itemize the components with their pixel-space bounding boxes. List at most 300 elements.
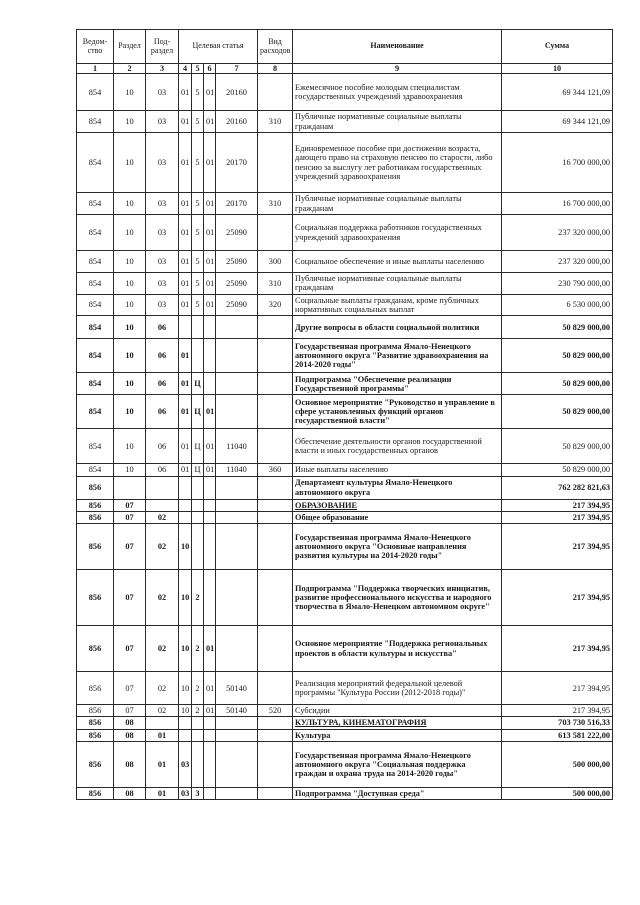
cell-vedomstvo: 856 <box>77 729 114 741</box>
cell-direction: 11040 <box>216 429 258 464</box>
cell-subprogram: 5 <box>192 133 204 193</box>
column-number: 6 <box>204 64 216 74</box>
cell-program: 10 <box>179 705 192 717</box>
cell-summa: 217 394,95 <box>502 705 613 717</box>
cell-measure: 01 <box>204 273 216 295</box>
cell-measure <box>204 788 216 800</box>
cell-podrazdel: 02 <box>146 570 179 626</box>
cell-subprogram <box>192 476 204 499</box>
cell-razdel: 07 <box>114 672 146 705</box>
cell-program: 01 <box>179 74 192 111</box>
cell-razdel: 07 <box>114 524 146 570</box>
cell-direction: 20170 <box>216 133 258 193</box>
cell-measure: 01 <box>204 193 216 215</box>
cell-subprogram: 5 <box>192 111 204 133</box>
table-row <box>77 339 613 373</box>
cell-naimenovanie: Другие вопросы в области социальной политики <box>293 316 502 339</box>
cell-naimenovanie: Реализация мероприятий федеральной целевой программы "Культура России (2012-2018 годы)" <box>293 672 502 705</box>
cell-direction: 11040 <box>216 464 258 476</box>
cell-naimenovanie: Социальное обеспечение и иные выплаты населению <box>293 251 502 273</box>
cell-measure: 01 <box>204 133 216 193</box>
cell-naimenovanie: Основное мероприятие "Руководство и управление в сфере установленных функций органов государственной власти" <box>293 395 502 429</box>
column-number: 7 <box>216 64 258 74</box>
table-row <box>77 464 613 476</box>
table-row <box>77 395 613 429</box>
cell-direction: 25090 <box>216 251 258 273</box>
cell-program: 10 <box>179 626 192 672</box>
cell-razdel: 10 <box>114 429 146 464</box>
table-row <box>77 729 613 741</box>
cell-subprogram: 5 <box>192 193 204 215</box>
cell-podrazdel: 03 <box>146 251 179 273</box>
cell-vid-rashodov <box>258 133 293 193</box>
cell-vid-rashodov <box>258 626 293 672</box>
cell-razdel: 10 <box>114 193 146 215</box>
header-celevaya-statya: Целевая статья <box>179 30 258 64</box>
cell-vedomstvo: 854 <box>77 133 114 193</box>
cell-podrazdel: 03 <box>146 273 179 295</box>
cell-vedomstvo: 854 <box>77 395 114 429</box>
cell-measure: 01 <box>204 464 216 476</box>
table-row <box>77 373 613 395</box>
cell-subprogram <box>192 742 204 788</box>
cell-measure <box>204 570 216 626</box>
cell-naimenovanie: Подпрограмма "Обеспечение реализации Государственной программы" <box>293 373 502 395</box>
cell-direction <box>216 339 258 373</box>
cell-program <box>179 511 192 523</box>
cell-direction: 25090 <box>216 273 258 295</box>
cell-measure: 01 <box>204 705 216 717</box>
header-razdel: Раздел <box>114 30 146 64</box>
table-row <box>77 133 613 193</box>
column-number: 8 <box>258 64 293 74</box>
cell-podrazdel: 01 <box>146 742 179 788</box>
cell-program: 03 <box>179 788 192 800</box>
cell-vid-rashodov <box>258 511 293 523</box>
cell-naimenovanie: Подпрограмма "Доступная среда" <box>293 788 502 800</box>
cell-vid-rashodov <box>258 395 293 429</box>
cell-summa: 230 790 000,00 <box>502 273 613 295</box>
cell-vedomstvo: 854 <box>77 339 114 373</box>
cell-vedomstvo: 854 <box>77 429 114 464</box>
cell-razdel: 08 <box>114 788 146 800</box>
cell-subprogram: Ц <box>192 373 204 395</box>
column-number: 10 <box>502 64 613 74</box>
cell-summa: 50 829 000,00 <box>502 395 613 429</box>
cell-program: 10 <box>179 524 192 570</box>
cell-vedomstvo: 856 <box>77 476 114 499</box>
cell-program: 01 <box>179 111 192 133</box>
cell-summa: 69 344 121,09 <box>502 74 613 111</box>
column-number: 4 <box>179 64 192 74</box>
cell-vedomstvo: 854 <box>77 193 114 215</box>
table-header-row <box>77 30 613 64</box>
cell-vid-rashodov: 310 <box>258 193 293 215</box>
cell-podrazdel: 01 <box>146 788 179 800</box>
cell-subprogram: 2 <box>192 570 204 626</box>
cell-vid-rashodov <box>258 476 293 499</box>
cell-podrazdel: 03 <box>146 215 179 251</box>
cell-summa: 217 394,95 <box>502 511 613 523</box>
cell-measure <box>204 339 216 373</box>
table-row <box>77 717 613 729</box>
cell-subprogram <box>192 339 204 373</box>
cell-direction <box>216 373 258 395</box>
cell-podrazdel <box>146 476 179 499</box>
cell-direction <box>216 316 258 339</box>
cell-naimenovanie: Основное мероприятие "Поддержка региональных проектов в области культуры и искусства" <box>293 626 502 672</box>
cell-podrazdel: 02 <box>146 672 179 705</box>
cell-naimenovanie: Социальная поддержка работников государственных учреждений здравоохранения <box>293 215 502 251</box>
cell-program <box>179 729 192 741</box>
cell-program: 01 <box>179 273 192 295</box>
table-body <box>77 74 613 800</box>
cell-summa: 50 829 000,00 <box>502 464 613 476</box>
cell-summa: 217 394,95 <box>502 672 613 705</box>
cell-vedomstvo: 856 <box>77 717 114 729</box>
table-row <box>77 111 613 133</box>
cell-podrazdel <box>146 717 179 729</box>
cell-vedomstvo: 856 <box>77 499 114 511</box>
column-number: 3 <box>146 64 179 74</box>
cell-measure <box>204 316 216 339</box>
column-number-row <box>77 64 613 74</box>
cell-subprogram <box>192 316 204 339</box>
cell-razdel: 08 <box>114 742 146 788</box>
cell-naimenovanie: Обеспечение деятельности органов государственной власти и иных государственных органов <box>293 429 502 464</box>
table-row <box>77 672 613 705</box>
cell-naimenovanie: ОБРАЗОВАНИЕ <box>293 499 502 511</box>
cell-program: 01 <box>179 193 192 215</box>
cell-naimenovanie: Департамент культуры Ямало-Ненецкого автономного округа <box>293 476 502 499</box>
cell-measure: 01 <box>204 672 216 705</box>
cell-subprogram: 3 <box>192 788 204 800</box>
header-summa: Сумма <box>502 30 613 64</box>
cell-direction: 50140 <box>216 705 258 717</box>
cell-podrazdel: 03 <box>146 74 179 111</box>
cell-direction <box>216 395 258 429</box>
cell-subprogram <box>192 717 204 729</box>
table-row <box>77 570 613 626</box>
cell-vedomstvo: 854 <box>77 464 114 476</box>
cell-program: 01 <box>179 395 192 429</box>
cell-direction <box>216 788 258 800</box>
cell-program <box>179 499 192 511</box>
cell-subprogram: 5 <box>192 294 204 316</box>
cell-program: 01 <box>179 429 192 464</box>
budget-table <box>76 29 613 800</box>
cell-vid-rashodov: 520 <box>258 705 293 717</box>
cell-summa: 500 000,00 <box>502 788 613 800</box>
cell-vid-rashodov <box>258 524 293 570</box>
cell-razdel: 08 <box>114 729 146 741</box>
cell-naimenovanie: Единовременное пособие при достижении возраста, дающего право на страховую пенсию по старости, либо пенсию за выслугу лет работникам государственных учреждений здравоохранения <box>293 133 502 193</box>
cell-vid-rashodov <box>258 316 293 339</box>
cell-razdel: 10 <box>114 251 146 273</box>
column-number: 1 <box>77 64 114 74</box>
cell-vedomstvo: 856 <box>77 570 114 626</box>
cell-vedomstvo: 856 <box>77 672 114 705</box>
cell-subprogram: 5 <box>192 251 204 273</box>
cell-direction <box>216 524 258 570</box>
cell-subprogram: Ц <box>192 429 204 464</box>
cell-razdel: 10 <box>114 294 146 316</box>
cell-program: 01 <box>179 464 192 476</box>
table-row <box>77 524 613 570</box>
cell-vid-rashodov: 310 <box>258 111 293 133</box>
cell-naimenovanie: Иные выплаты населению <box>293 464 502 476</box>
cell-vedomstvo: 856 <box>77 524 114 570</box>
cell-measure: 01 <box>204 74 216 111</box>
cell-program: 01 <box>179 133 192 193</box>
cell-measure <box>204 729 216 741</box>
cell-direction: 25090 <box>216 215 258 251</box>
cell-vid-rashodov <box>258 499 293 511</box>
cell-vedomstvo: 856 <box>77 626 114 672</box>
cell-vid-rashodov: 300 <box>258 251 293 273</box>
cell-naimenovanie: Субсидии <box>293 705 502 717</box>
column-number: 2 <box>114 64 146 74</box>
cell-razdel: 08 <box>114 717 146 729</box>
cell-summa: 50 829 000,00 <box>502 316 613 339</box>
cell-vedomstvo: 856 <box>77 742 114 788</box>
cell-measure <box>204 742 216 788</box>
cell-razdel: 07 <box>114 705 146 717</box>
cell-summa: 762 282 821,63 <box>502 476 613 499</box>
cell-measure <box>204 373 216 395</box>
cell-measure: 01 <box>204 395 216 429</box>
cell-vedomstvo: 854 <box>77 316 114 339</box>
cell-subprogram: 5 <box>192 74 204 111</box>
column-number: 9 <box>293 64 502 74</box>
cell-subprogram: 5 <box>192 273 204 295</box>
cell-direction <box>216 717 258 729</box>
cell-subprogram: 2 <box>192 672 204 705</box>
cell-naimenovanie: Подпрограмма "Поддержка творческих инициатив, развитие профессионального искусства и народного творчества в Ямало-Ненецком автономном округе" <box>293 570 502 626</box>
cell-naimenovanie: Публичные нормативные социальные выплаты гражданам <box>293 111 502 133</box>
cell-program: 01 <box>179 373 192 395</box>
cell-vid-rashodov <box>258 339 293 373</box>
cell-program <box>179 476 192 499</box>
cell-naimenovanie: Публичные нормативные социальные выплаты гражданам <box>293 193 502 215</box>
cell-vid-rashodov: 310 <box>258 273 293 295</box>
header-vedomstvo: Ведом-ство <box>77 30 114 64</box>
table-row <box>77 626 613 672</box>
cell-direction: 50140 <box>216 672 258 705</box>
cell-razdel: 10 <box>114 133 146 193</box>
cell-razdel: 07 <box>114 570 146 626</box>
cell-vid-rashodov: 320 <box>258 294 293 316</box>
table-row <box>77 742 613 788</box>
cell-vid-rashodov <box>258 672 293 705</box>
cell-summa: 16 700 000,00 <box>502 133 613 193</box>
cell-podrazdel: 02 <box>146 524 179 570</box>
cell-podrazdel: 03 <box>146 133 179 193</box>
cell-naimenovanie: Социальные выплаты гражданам, кроме публичных нормативных социальных выплат <box>293 294 502 316</box>
table-row <box>77 193 613 215</box>
cell-podrazdel: 02 <box>146 511 179 523</box>
cell-vedomstvo: 854 <box>77 215 114 251</box>
cell-direction: 20160 <box>216 74 258 111</box>
cell-subprogram <box>192 499 204 511</box>
cell-direction: 25090 <box>216 294 258 316</box>
cell-vedomstvo: 856 <box>77 511 114 523</box>
cell-measure <box>204 511 216 523</box>
cell-podrazdel <box>146 499 179 511</box>
cell-summa: 50 829 000,00 <box>502 339 613 373</box>
cell-program: 01 <box>179 215 192 251</box>
cell-vid-rashodov <box>258 742 293 788</box>
cell-program: 10 <box>179 672 192 705</box>
cell-summa: 50 829 000,00 <box>502 429 613 464</box>
cell-summa: 500 000,00 <box>502 742 613 788</box>
table-row <box>77 294 613 316</box>
cell-podrazdel: 06 <box>146 339 179 373</box>
cell-program: 01 <box>179 339 192 373</box>
cell-summa: 6 530 000,00 <box>502 294 613 316</box>
cell-razdel: 10 <box>114 339 146 373</box>
cell-vedomstvo: 854 <box>77 294 114 316</box>
table-row <box>77 511 613 523</box>
column-number: 5 <box>192 64 204 74</box>
cell-subprogram: 5 <box>192 215 204 251</box>
cell-summa: 217 394,95 <box>502 626 613 672</box>
cell-podrazdel: 02 <box>146 626 179 672</box>
cell-program: 01 <box>179 251 192 273</box>
table-row <box>77 273 613 295</box>
cell-razdel <box>114 476 146 499</box>
cell-naimenovanie: Культура <box>293 729 502 741</box>
cell-podrazdel: 02 <box>146 705 179 717</box>
cell-naimenovanie: Государственная программа Ямало-Ненецкого автономного округа "Социальная поддержка граждан и охрана труда на 2014-2020 годы" <box>293 742 502 788</box>
cell-vedomstvo: 856 <box>77 705 114 717</box>
cell-summa: 217 394,95 <box>502 499 613 511</box>
cell-measure <box>204 499 216 511</box>
table-row <box>77 788 613 800</box>
cell-razdel: 10 <box>114 111 146 133</box>
cell-subprogram: 2 <box>192 705 204 717</box>
cell-measure: 01 <box>204 294 216 316</box>
table-row <box>77 429 613 464</box>
cell-naimenovanie: Государственная программа Ямало-Ненецкого автономного округа "Основные направления развития культуры на 2014-2020 годы" <box>293 524 502 570</box>
table-row <box>77 705 613 717</box>
cell-vid-rashodov <box>258 729 293 741</box>
cell-vedomstvo: 854 <box>77 251 114 273</box>
cell-program: 01 <box>179 294 192 316</box>
cell-vid-rashodov <box>258 570 293 626</box>
cell-naimenovanie: Ежемесячное пособие молодым специалистам государственных учреждений здравоохранения <box>293 74 502 111</box>
cell-podrazdel: 03 <box>146 294 179 316</box>
cell-program: 10 <box>179 570 192 626</box>
cell-vedomstvo: 856 <box>77 788 114 800</box>
cell-naimenovanie: Общее образование <box>293 511 502 523</box>
cell-measure <box>204 476 216 499</box>
table-row <box>77 215 613 251</box>
cell-subprogram <box>192 511 204 523</box>
cell-direction <box>216 729 258 741</box>
cell-summa: 217 394,95 <box>502 570 613 626</box>
table-row <box>77 251 613 273</box>
cell-razdel: 07 <box>114 511 146 523</box>
cell-vid-rashodov <box>258 788 293 800</box>
cell-subprogram <box>192 524 204 570</box>
cell-direction: 20160 <box>216 111 258 133</box>
cell-direction <box>216 499 258 511</box>
cell-naimenovanie: Публичные нормативные социальные выплаты гражданам <box>293 273 502 295</box>
cell-podrazdel: 06 <box>146 316 179 339</box>
cell-measure: 01 <box>204 111 216 133</box>
cell-summa: 217 394,95 <box>502 524 613 570</box>
cell-razdel: 07 <box>114 499 146 511</box>
table-row <box>77 476 613 499</box>
table-row <box>77 316 613 339</box>
cell-measure <box>204 717 216 729</box>
header-podrazdel: Под-раздел <box>146 30 179 64</box>
cell-razdel: 10 <box>114 74 146 111</box>
cell-vedomstvo: 854 <box>77 273 114 295</box>
cell-summa: 703 730 516,33 <box>502 717 613 729</box>
cell-summa: 50 829 000,00 <box>502 373 613 395</box>
cell-direction: 20170 <box>216 193 258 215</box>
cell-podrazdel: 06 <box>146 464 179 476</box>
cell-naimenovanie: КУЛЬТУРА, КИНЕМАТОГРАФИЯ <box>293 717 502 729</box>
cell-razdel: 10 <box>114 316 146 339</box>
cell-direction <box>216 742 258 788</box>
cell-measure <box>204 524 216 570</box>
cell-vedomstvo: 854 <box>77 74 114 111</box>
cell-podrazdel: 06 <box>146 395 179 429</box>
cell-subprogram: Ц <box>192 395 204 429</box>
cell-vid-rashodov <box>258 74 293 111</box>
cell-measure: 01 <box>204 429 216 464</box>
cell-podrazdel: 03 <box>146 111 179 133</box>
cell-measure: 01 <box>204 251 216 273</box>
table-row <box>77 74 613 111</box>
cell-direction <box>216 511 258 523</box>
cell-subprogram: Ц <box>192 464 204 476</box>
cell-direction <box>216 626 258 672</box>
cell-program <box>179 316 192 339</box>
header-vid-rashodov: Вид расходов <box>258 30 293 64</box>
cell-program <box>179 717 192 729</box>
cell-measure: 01 <box>204 215 216 251</box>
cell-podrazdel: 06 <box>146 373 179 395</box>
cell-naimenovanie: Государственная программа Ямало-Ненецкого автономного округа "Развитие здравоохранения на 2014-2020 годы" <box>293 339 502 373</box>
cell-summa: 16 700 000,00 <box>502 193 613 215</box>
cell-podrazdel: 06 <box>146 429 179 464</box>
cell-razdel: 10 <box>114 273 146 295</box>
table-row <box>77 499 613 511</box>
cell-program: 03 <box>179 742 192 788</box>
cell-summa: 237 320 000,00 <box>502 251 613 273</box>
cell-direction <box>216 570 258 626</box>
header-naimenovanie: Наименование <box>293 30 502 64</box>
cell-summa: 69 344 121,09 <box>502 111 613 133</box>
cell-podrazdel: 01 <box>146 729 179 741</box>
cell-vedomstvo: 854 <box>77 373 114 395</box>
cell-subprogram <box>192 729 204 741</box>
cell-measure: 01 <box>204 626 216 672</box>
cell-summa: 613 581 222,00 <box>502 729 613 741</box>
cell-vid-rashodov: 360 <box>258 464 293 476</box>
cell-vid-rashodov <box>258 373 293 395</box>
cell-vid-rashodov <box>258 215 293 251</box>
cell-razdel: 10 <box>114 373 146 395</box>
cell-razdel: 10 <box>114 395 146 429</box>
cell-razdel: 07 <box>114 626 146 672</box>
cell-vid-rashodov <box>258 429 293 464</box>
cell-vedomstvo: 854 <box>77 111 114 133</box>
